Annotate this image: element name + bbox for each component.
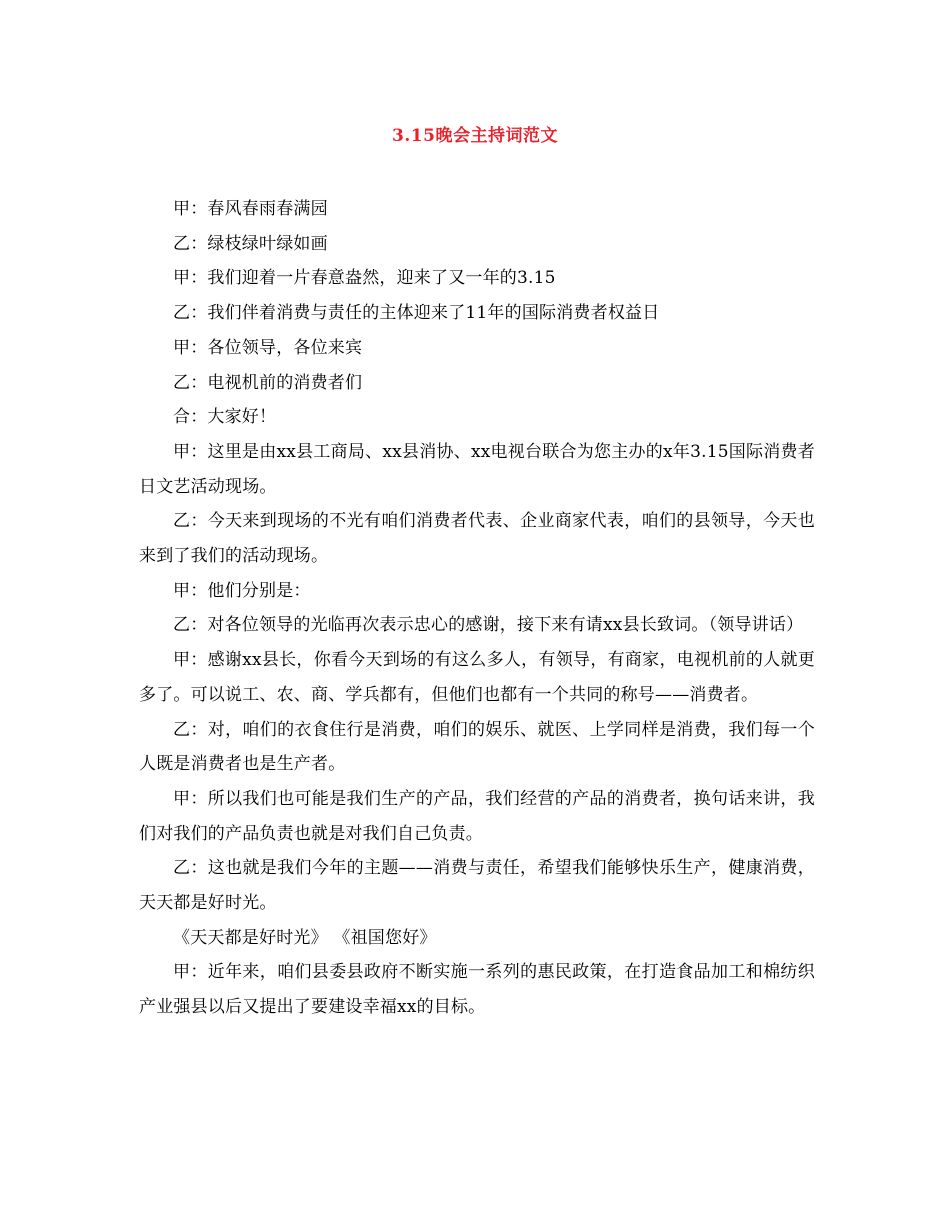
paragraph: 甲：各位领导，各位来宾: [173, 337, 363, 358]
document-title: 3.15晚会主持词范文: [392, 126, 558, 146]
paragraph: 乙：绿枝绿叶绿如画: [173, 233, 328, 254]
paragraph: 乙：对，咱们的衣食住行是消费，咱们的娱乐、就医、上学同样是消费，我们每一个人既是消费者也是生产者。: [139, 719, 815, 775]
paragraph: 甲：这里是由xx县工商局、xx县消协、xx电视台联合为您主办的x年3.15国际消费者日文艺活动现场。: [139, 441, 815, 497]
paragraph: 甲：他们分别是：: [173, 580, 311, 601]
paragraph: 乙：我们伴着消费与责任的主体迎来了11年的国际消费者权益日: [173, 303, 660, 324]
document-body: [139, 192, 815, 1025]
paragraph: 甲：感谢xx县长，你看今天到场的有这么多人，有领导，有商家，电视机前的人就更多了。可以说工、农、商、学兵都有，但他们也都有一个共同的称号——消费者。: [139, 650, 815, 705]
paragraph: 乙：电视机前的消费者们: [173, 372, 363, 393]
paragraph: 合：大家好！: [173, 407, 277, 428]
paragraph: 甲：我们迎着一片春意盎然，迎来了又一年的3.15: [173, 268, 556, 289]
paragraph: 乙：对各位领导的光临再次表示忠心的感谢，接下来有请xx县长致词。（领导讲话）: [173, 615, 804, 636]
paragraph: 乙：今天来到现场的不光有咱们消费者代表、企业商家代表，咱们的县领导，今天也来到了我们的活动现场。: [139, 511, 815, 567]
paragraph: 甲：春风春雨春满园: [173, 199, 328, 219]
paragraph: 乙：这也就是我们今年的主题——消费与责任，希望我们能够快乐生产，健康消费，天天都是好时光。: [139, 858, 815, 914]
paragraph: 甲：所以我们也可能是我们生产的产品，我们经营的产品的消费者，换句话来讲，我们对我们的产品负责也就是对我们自己负责。: [139, 788, 815, 844]
song-titles: 《天天都是好时光》 《祖国您好》: [173, 927, 437, 948]
paragraph: 甲：近年来，咱们县委县政府不断实施一系列的惠民政策，在打造食品加工和棉纺织产业强县以后又提出了要建设幸福xx的目标。: [139, 962, 815, 1018]
